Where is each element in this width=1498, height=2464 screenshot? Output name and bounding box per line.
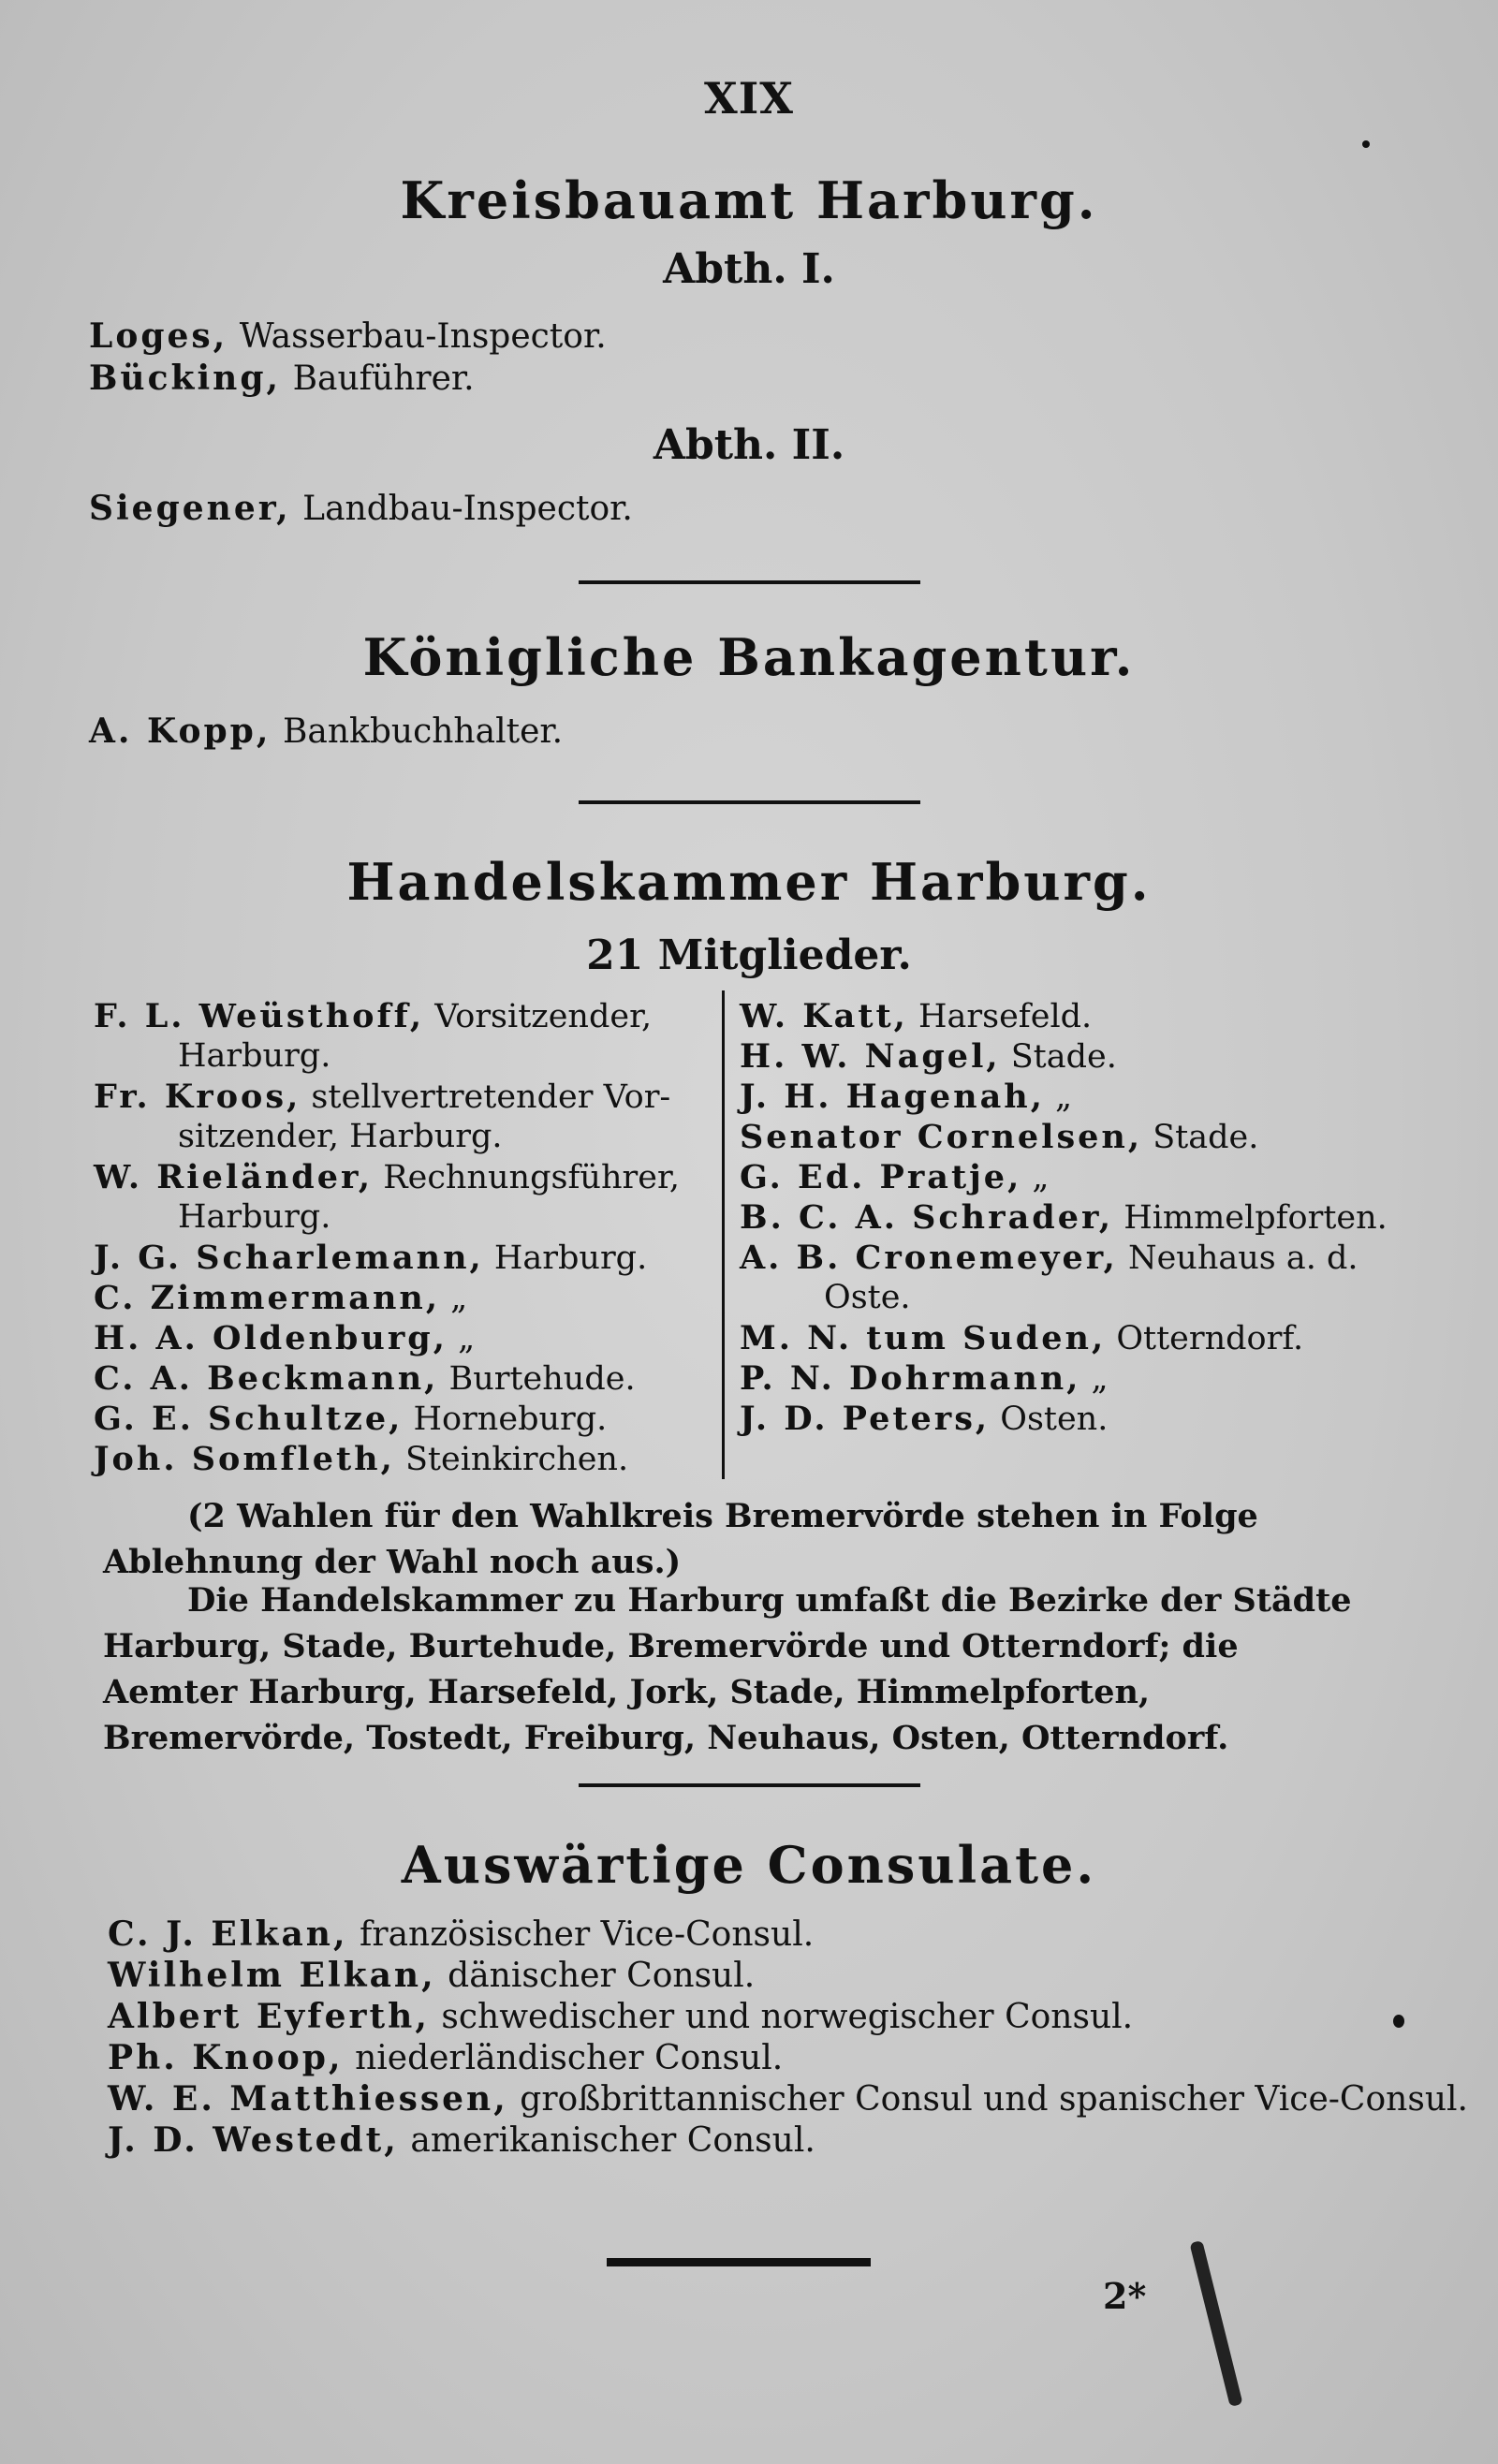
member-detail: Otterndorf. (1116, 1320, 1304, 1357)
member-name: Joh. Somfleth, (94, 1440, 395, 1478)
member-line (178, 1037, 330, 1075)
member-line (94, 1319, 475, 1357)
member-detail: Rechnungsführer, (383, 1159, 680, 1196)
member-detail: „ (450, 1280, 468, 1317)
member-detail: Harburg. (178, 1198, 331, 1236)
member-name: W. Rieländer, (94, 1158, 374, 1196)
consul-role: amerikanischer Consul. (410, 2121, 815, 2160)
member-detail: Neuhaus a. d. (1127, 1239, 1358, 1277)
member-name: W. Katt, (740, 997, 908, 1035)
subsection-abth-2: Abth. II. (653, 421, 845, 469)
member-name: J. D. Peters, (740, 1400, 991, 1438)
member-detail: stellvertretender Vor- (311, 1078, 671, 1116)
section-title-handelskammer: Handelskammer Harburg. (346, 852, 1152, 912)
section-title-kreisbauamt: Kreisbauamt Harburg. (400, 170, 1098, 230)
member-name: J. G. Scharlemann, (94, 1239, 484, 1277)
consul-name: W. E. Matthiessen, (108, 2079, 508, 2119)
member-detail: Stade. (1153, 1119, 1259, 1156)
member-line (94, 1359, 636, 1398)
ink-smudge (1189, 2240, 1242, 2407)
member-detail: Himmelpforten. (1124, 1199, 1388, 1237)
member-name: H. A. Oldenburg, (94, 1319, 448, 1357)
consul-entry (108, 1914, 814, 1954)
divider (579, 800, 920, 804)
member-name: H. W. Nagel, (740, 1037, 1001, 1076)
consul-role: schwedischer und norwegischer Consul. (441, 1998, 1134, 2036)
member-line (178, 1118, 503, 1155)
signature-mark: 2* (1103, 2275, 1147, 2317)
member-name: C. Zimmermann, (94, 1279, 441, 1317)
member-line (740, 1078, 1072, 1116)
member-line (740, 1198, 1388, 1237)
section-title-consulate: Auswärtige Consulate. (401, 1835, 1097, 1895)
member-detail: Harsefeld. (918, 998, 1093, 1035)
member-line (740, 1158, 1050, 1196)
member-name: Fr. Kroos, (94, 1078, 301, 1116)
consul-role: niederländischer Consul. (355, 2039, 784, 2077)
member-detail: Burtehude. (448, 1360, 636, 1398)
member-name: Senator Cornelsen, (740, 1118, 1143, 1156)
member-name: M. N. tum Suden, (740, 1319, 1107, 1357)
member-detail: Oste. (824, 1279, 911, 1316)
member-line (94, 1440, 628, 1478)
member-name: G. E. Schultze, (94, 1400, 404, 1438)
member-line (740, 1118, 1258, 1156)
entry-buecking: Bücking, Bauführer. (89, 359, 475, 398)
member-detail: Osten. (1000, 1401, 1109, 1438)
consul-entry (108, 2120, 815, 2160)
member-detail: Harburg. (493, 1239, 648, 1277)
member-name: B. C. A. Schrader, (740, 1198, 1114, 1237)
member-name: F. L. Weüsthoff, (94, 997, 425, 1035)
consul-entry (108, 2079, 1468, 2119)
column-divider (722, 990, 725, 1479)
member-name: P. N. Dohrmann, (740, 1359, 1081, 1398)
member-line (94, 997, 652, 1035)
member-line (94, 1158, 680, 1196)
ink-dot (1393, 2015, 1404, 2028)
member-line (94, 1239, 647, 1277)
member-name: A. B. Cronemeyer, (740, 1239, 1118, 1277)
member-line (94, 1279, 467, 1317)
consul-role: französischer Vice-Consul. (360, 1915, 815, 1954)
note-elections: (2 Wahlen für den Wahlkreis Bremervörde stehen in Folge Ablehnung der Wahl noch aus.) (103, 1497, 1258, 1581)
member-line (740, 997, 1092, 1035)
consul-name: Albert Eyferth, (108, 1997, 430, 2036)
member-line (740, 1239, 1358, 1277)
consul-role: großbrittannischer Consul und spanischer Vice-Consul. (520, 2080, 1468, 2119)
end-rule (607, 2258, 871, 2266)
page-number: XIX (704, 73, 794, 124)
consul-name: J. D. Westedt, (108, 2120, 399, 2160)
member-line (740, 1037, 1117, 1076)
consul-name: Wilhelm Elkan, (108, 1956, 436, 1995)
subsection-abth-1: Abth. I. (663, 245, 835, 293)
consul-name: C. J. Elkan, (108, 1914, 348, 1954)
member-line (178, 1198, 330, 1236)
ink-dot (1362, 140, 1370, 148)
member-name: G. Ed. Pratje, (740, 1158, 1022, 1196)
member-line (740, 1400, 1108, 1438)
member-detail: „ (1055, 1078, 1073, 1116)
divider (579, 580, 920, 584)
consul-role: dänischer Consul. (448, 1957, 756, 1995)
member-line (94, 1400, 607, 1438)
member-detail: sitzender, Harburg. (178, 1118, 503, 1155)
member-name: C. A. Beckmann, (94, 1359, 439, 1398)
member-line (740, 1359, 1109, 1398)
note-districts: Die Handelskammer zu Harburg umfaßt die Bezirke der Städte Harburg, Stade, Burtehude, Bremervörde und Otterndorf; die Aemter Harburg, Harsefeld, Jork, Stade, Himmelpforten, Bremervörde, Tostedt, Freiburg, Neuhaus, Osten, Otterndorf. (103, 1581, 1352, 1757)
member-line (824, 1279, 911, 1316)
entry-siegener: Siegener, Landbau-Inspector. (89, 489, 633, 528)
member-detail: Harburg. (178, 1037, 331, 1075)
consul-entry (108, 1956, 755, 1995)
member-detail: Steinkirchen. (404, 1441, 629, 1478)
members-count: 21 Mitglieder. (586, 931, 912, 979)
member-detail: „ (1091, 1360, 1109, 1398)
member-detail: „ (458, 1320, 476, 1357)
member-detail: Stade. (1010, 1038, 1117, 1076)
section-title-bankagentur: Königliche Bankagentur. (362, 627, 1136, 687)
member-line (740, 1319, 1303, 1357)
consul-entry (108, 1997, 1133, 2036)
entry-kopp: A. Kopp, Bankbuchhalter. (89, 711, 564, 751)
consul-name: Ph. Knoop, (108, 2038, 344, 2077)
member-detail: „ (1032, 1159, 1050, 1196)
member-detail: Vorsitzender, (434, 998, 653, 1035)
divider (579, 1783, 920, 1787)
entry-loges: Loges, Wasserbau-Inspector. (89, 316, 607, 356)
consul-entry (108, 2038, 783, 2077)
member-line (94, 1078, 670, 1116)
member-name: J. H. Hagenah, (740, 1078, 1045, 1116)
member-detail: Horneburg. (413, 1401, 608, 1438)
